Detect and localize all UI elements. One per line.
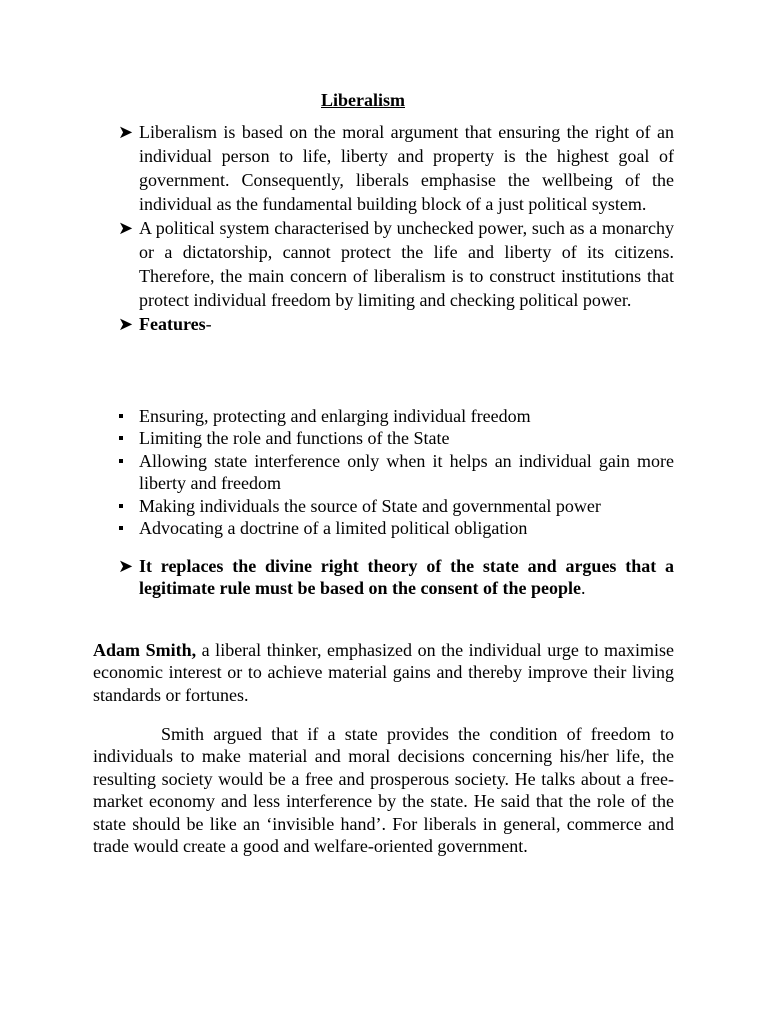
list-item xyxy=(118,427,674,449)
square-bullet-icon xyxy=(119,504,123,508)
features-heading: Features xyxy=(139,314,206,334)
arrow-bullet-icon: ➤ xyxy=(118,122,134,142)
adam-smith-paragraph xyxy=(93,639,674,706)
divine-right-list xyxy=(118,555,674,600)
features-suffix: - xyxy=(205,314,212,334)
adam-smith-name: Adam Smith, xyxy=(93,640,197,660)
arrow-point xyxy=(118,120,674,216)
point-text: A political system characterised by unchecked power, such as a monarchy or a dictatorship, cannot protect the life and liberty of its citizens. Therefore, the main concern of liberalism is to construct institutions that protect individual freedom by limiting and checking political power. xyxy=(139,218,674,310)
features-point xyxy=(118,312,674,336)
feature-text: Allowing state interference only when it helps an individual gain more liberty and freedom xyxy=(139,450,674,494)
list-item xyxy=(118,517,674,539)
divine-right-suffix: . xyxy=(580,578,586,599)
arrow-bullet-icon: ➤ xyxy=(118,556,134,576)
point-text: Liberalism is based on the moral argument that ensuring the right of an individual person to life, liberty and property is the highest goal of government. Consequently, liberals emphasise the wellbeing of the individual as the fundamental building block of a just political system. xyxy=(139,122,674,214)
adam-smith-text: a liberal thinker, emphasized on the individual urge to maximise economic interest or to achieve material gains and thereby improve their living standards or fortunes. xyxy=(93,640,674,705)
arrow-point xyxy=(118,216,674,312)
square-bullet-icon xyxy=(119,526,123,530)
feature-text: Limiting the role and functions of the State xyxy=(139,428,450,449)
smith-argument-paragraph: Smith argued that if a state provides the condition of freedom to individuals to make material and moral decisions concerning his/her life, the resulting society would be a free and prosperous society. He talks about a free-market economy and less interference by the state. He said that the role of the state should be like an ‘invisible hand’. For liberals in general, commerce and trade would create a good and welfare-oriented government. xyxy=(93,724,674,857)
list-item xyxy=(118,495,674,517)
square-bullet-icon xyxy=(119,414,123,418)
list-item xyxy=(118,405,674,427)
square-bullet-icon xyxy=(119,459,123,463)
arrow-point-list xyxy=(118,120,674,336)
feature-text: Advocating a doctrine of a limited political obligation xyxy=(139,518,528,539)
divine-right-text: It replaces the divine right theory of the state and argues that a legitimate rule must be based on the consent of the people xyxy=(139,556,674,599)
feature-text: Making individuals the source of State and governmental power xyxy=(139,495,601,516)
square-bullet-icon xyxy=(119,436,123,440)
list-item xyxy=(118,450,674,495)
divine-right-point xyxy=(118,555,674,600)
page-title: Liberalism xyxy=(321,90,405,110)
features-list xyxy=(118,405,674,539)
arrow-bullet-icon: ➤ xyxy=(118,218,134,238)
feature-text: Ensuring, protecting and enlarging individual freedom xyxy=(139,406,531,426)
arrow-bullet-icon: ➤ xyxy=(118,314,134,334)
